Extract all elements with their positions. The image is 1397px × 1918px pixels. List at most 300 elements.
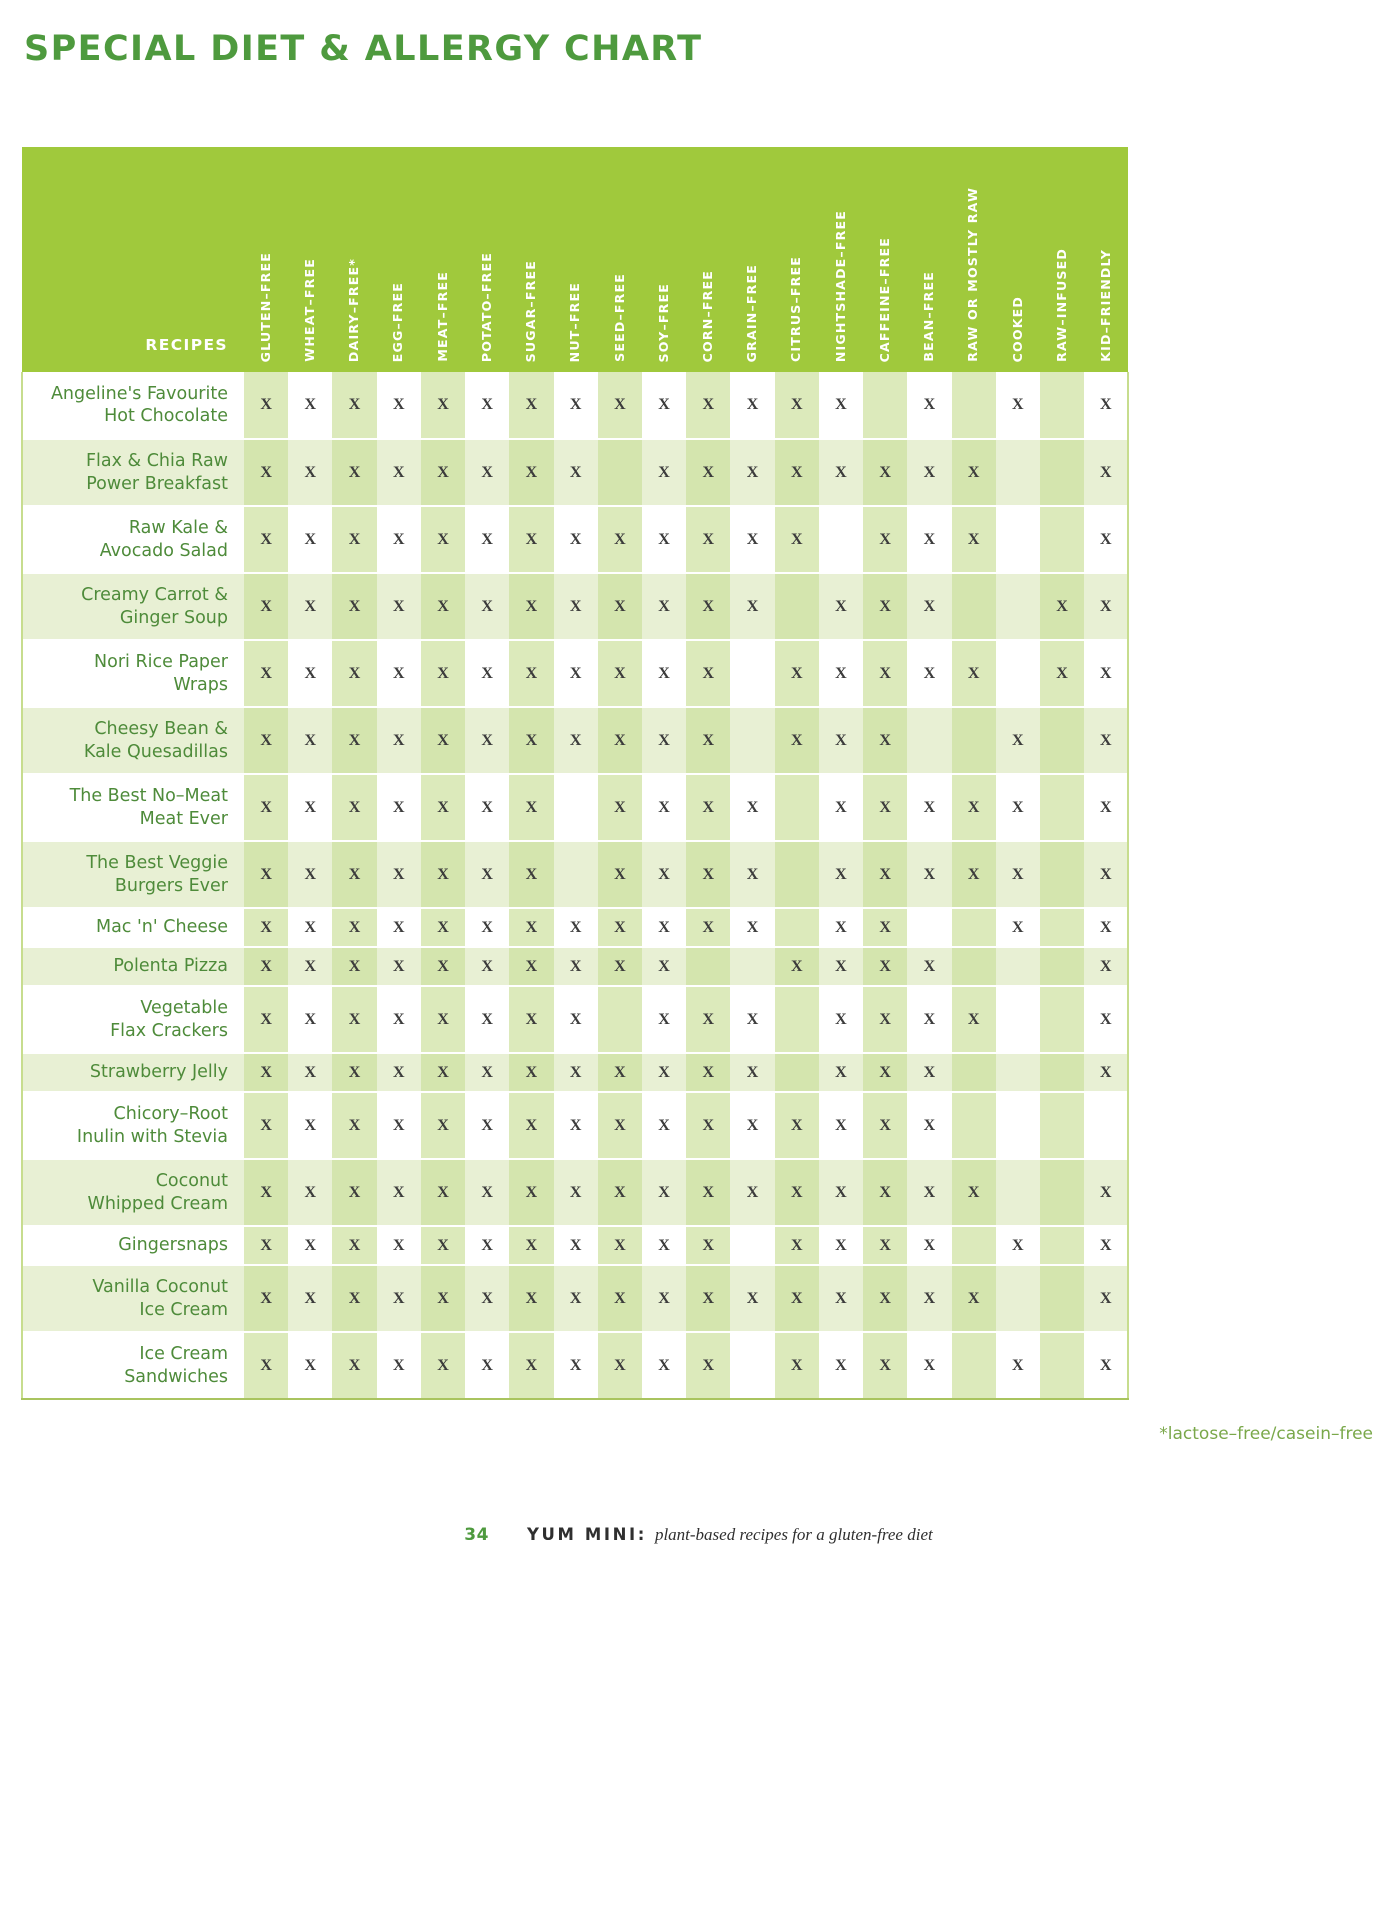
diet-mark-cell: X (377, 1226, 421, 1265)
diet-mark-cell (996, 1092, 1040, 1159)
diet-mark-cell: X (554, 1265, 598, 1332)
diet-mark-cell: X (686, 640, 730, 707)
diet-mark-cell: X (1084, 1053, 1128, 1092)
diet-mark-cell: X (509, 707, 553, 774)
diet-mark-cell (952, 1332, 996, 1399)
diet-mark-cell: X (819, 1092, 863, 1159)
diet-mark-cell: X (332, 1159, 376, 1226)
table-row (22, 947, 1128, 986)
column-header-citrus-free (775, 147, 819, 372)
diet-mark-cell: X (996, 372, 1040, 439)
diet-mark-cell: X (288, 707, 332, 774)
diet-mark-cell: X (509, 372, 553, 439)
diet-mark-cell: X (1084, 908, 1128, 947)
diet-mark-cell: X (421, 1053, 465, 1092)
diet-mark-cell: X (952, 1159, 996, 1226)
diet-mark-cell: X (819, 841, 863, 908)
diet-mark-cell: X (332, 372, 376, 439)
diet-mark-cell: X (465, 1092, 509, 1159)
diet-mark-cell: X (642, 573, 686, 640)
column-header-kid-friendly (1084, 147, 1128, 372)
diet-mark-cell: X (775, 439, 819, 506)
diet-mark-cell: X (907, 986, 951, 1053)
diet-mark-cell (952, 707, 996, 774)
diet-mark-cell: X (1084, 707, 1128, 774)
diet-mark-cell: X (775, 372, 819, 439)
diet-mark-cell: X (819, 1159, 863, 1226)
diet-mark-cell: X (554, 573, 598, 640)
diet-mark-cell: X (642, 1053, 686, 1092)
column-header-label: DAIRY–FREE* (346, 257, 362, 362)
diet-mark-cell: X (332, 774, 376, 841)
diet-mark-cell: X (996, 774, 1040, 841)
diet-mark-cell: X (730, 573, 774, 640)
diet-mark-cell: X (730, 908, 774, 947)
column-header-caffeine-free (863, 147, 907, 372)
diet-mark-cell: X (686, 986, 730, 1053)
diet-mark-cell: X (730, 986, 774, 1053)
diet-mark-cell: X (642, 908, 686, 947)
diet-mark-cell (598, 439, 642, 506)
diet-mark-cell: X (244, 1159, 288, 1226)
diet-mark-cell (554, 774, 598, 841)
column-header-label: COOKED (1009, 295, 1025, 362)
diet-mark-cell (1040, 1332, 1084, 1399)
diet-mark-cell: X (421, 947, 465, 986)
diet-mark-cell: X (465, 908, 509, 947)
table-row (22, 439, 1128, 506)
diet-mark-cell: X (332, 640, 376, 707)
diet-mark-cell: X (907, 1159, 951, 1226)
diet-mark-cell (952, 372, 996, 439)
diet-mark-cell: X (509, 439, 553, 506)
diet-mark-cell (686, 947, 730, 986)
diet-mark-cell: X (465, 1226, 509, 1265)
diet-mark-cell: X (642, 986, 686, 1053)
table-row (22, 707, 1128, 774)
diet-mark-cell: X (332, 707, 376, 774)
diet-mark-cell: X (952, 506, 996, 573)
diet-mark-cell: X (1040, 640, 1084, 707)
recipe-name-cell: Strawberry Jelly (22, 1053, 244, 1092)
diet-mark-cell: X (819, 1265, 863, 1332)
diet-mark-cell: X (907, 947, 951, 986)
diet-mark-cell: X (819, 1226, 863, 1265)
diet-mark-cell: X (598, 1265, 642, 1332)
diet-mark-cell (952, 947, 996, 986)
diet-mark-cell: X (421, 372, 465, 439)
diet-mark-cell (996, 947, 1040, 986)
diet-mark-cell: X (952, 841, 996, 908)
diet-mark-cell (952, 1226, 996, 1265)
footnote: *lactose–free/casein–free (1159, 1424, 1373, 1444)
column-header-sugar-free (509, 147, 553, 372)
diet-mark-cell: X (996, 1226, 1040, 1265)
diet-mark-cell (907, 908, 951, 947)
diet-mark-cell (730, 1332, 774, 1399)
column-header-egg-free (377, 147, 421, 372)
diet-mark-cell: X (907, 1265, 951, 1332)
diet-mark-cell: X (907, 841, 951, 908)
diet-mark-cell: X (775, 947, 819, 986)
diet-mark-cell (996, 986, 1040, 1053)
diet-mark-cell: X (642, 774, 686, 841)
diet-mark-cell: X (509, 1226, 553, 1265)
diet-mark-cell: X (642, 1332, 686, 1399)
diet-mark-cell (730, 947, 774, 986)
table-header (22, 147, 1128, 372)
diet-mark-cell: X (996, 1332, 1040, 1399)
diet-mark-cell: X (332, 1332, 376, 1399)
diet-mark-cell: X (244, 908, 288, 947)
diet-mark-cell (730, 640, 774, 707)
diet-mark-cell: X (509, 908, 553, 947)
diet-mark-cell: X (863, 986, 907, 1053)
table-row (22, 1332, 1128, 1399)
diet-mark-cell: X (642, 1159, 686, 1226)
diet-mark-cell (996, 506, 1040, 573)
diet-mark-cell: X (377, 707, 421, 774)
diet-mark-cell: X (730, 506, 774, 573)
table-row (22, 372, 1128, 439)
recipe-name-cell: Vegetable Flax Crackers (22, 986, 244, 1053)
diet-mark-cell: X (642, 1092, 686, 1159)
diet-mark-cell: X (421, 707, 465, 774)
diet-mark-cell: X (244, 1226, 288, 1265)
diet-mark-cell: X (775, 1265, 819, 1332)
diet-mark-cell: X (907, 372, 951, 439)
column-header-dairy-free (332, 147, 376, 372)
diet-mark-cell: X (244, 372, 288, 439)
diet-mark-cell: X (554, 439, 598, 506)
diet-mark-cell: X (686, 1159, 730, 1226)
diet-mark-cell: X (686, 506, 730, 573)
diet-mark-cell: X (377, 774, 421, 841)
header-row (22, 147, 1128, 372)
diet-mark-cell (1040, 841, 1084, 908)
diet-mark-cell: X (1084, 1332, 1128, 1399)
table-row (22, 1226, 1128, 1265)
diet-mark-cell (863, 372, 907, 439)
diet-mark-cell: X (509, 986, 553, 1053)
diet-mark-cell: X (1084, 506, 1128, 573)
diet-mark-cell: X (509, 640, 553, 707)
diet-mark-cell: X (288, 1332, 332, 1399)
diet-mark-cell: X (907, 640, 951, 707)
recipe-name-cell: Chicory–Root Inulin with Stevia (22, 1092, 244, 1159)
diet-mark-cell (996, 1053, 1040, 1092)
diet-mark-cell: X (819, 947, 863, 986)
diet-mark-cell: X (598, 1092, 642, 1159)
diet-mark-cell: X (598, 908, 642, 947)
column-header-label: SEED–FREE (611, 273, 627, 362)
diet-mark-cell: X (642, 707, 686, 774)
diet-mark-cell (1040, 947, 1084, 986)
diet-mark-cell (952, 908, 996, 947)
diet-mark-cell (775, 986, 819, 1053)
column-header-soy-free (642, 147, 686, 372)
diet-mark-cell: X (465, 986, 509, 1053)
diet-mark-cell: X (465, 439, 509, 506)
diet-mark-cell: X (996, 908, 1040, 947)
diet-mark-cell: X (996, 707, 1040, 774)
diet-mark-cell: X (465, 1265, 509, 1332)
diet-mark-cell: X (288, 1159, 332, 1226)
diet-mark-cell (775, 1053, 819, 1092)
diet-mark-cell: X (730, 1265, 774, 1332)
diet-mark-cell: X (421, 1332, 465, 1399)
diet-mark-cell (996, 640, 1040, 707)
diet-mark-cell: X (288, 774, 332, 841)
diet-mark-cell: X (686, 908, 730, 947)
diet-mark-cell: X (465, 573, 509, 640)
diet-mark-cell: X (509, 841, 553, 908)
column-header-label: NUT–FREE (567, 281, 583, 362)
diet-mark-cell: X (863, 506, 907, 573)
diet-mark-cell: X (730, 1053, 774, 1092)
table-row (22, 908, 1128, 947)
table-row (22, 841, 1128, 908)
special-diet-allergy-table (21, 147, 1129, 1400)
diet-mark-cell (952, 573, 996, 640)
diet-mark-cell: X (377, 1332, 421, 1399)
diet-mark-cell: X (730, 372, 774, 439)
diet-mark-cell: X (598, 1053, 642, 1092)
diet-mark-cell (996, 439, 1040, 506)
diet-mark-cell: X (686, 573, 730, 640)
diet-mark-cell: X (421, 774, 465, 841)
diet-mark-cell: X (244, 947, 288, 986)
diet-mark-cell: X (554, 1226, 598, 1265)
column-header-nightshade-free (819, 147, 863, 372)
recipe-name-cell: Angeline's Favourite Hot Chocolate (22, 372, 244, 439)
column-header-label: CORN–FREE (700, 269, 715, 362)
table-row (22, 986, 1128, 1053)
diet-mark-cell: X (244, 506, 288, 573)
diet-mark-cell (775, 573, 819, 640)
diet-mark-cell: X (775, 640, 819, 707)
diet-mark-cell (1040, 986, 1084, 1053)
diet-mark-cell: X (377, 986, 421, 1053)
diet-mark-cell: X (465, 1332, 509, 1399)
column-header-potato-free (465, 147, 509, 372)
column-header-label: BEAN–FREE (921, 271, 937, 362)
diet-mark-cell: X (421, 506, 465, 573)
page-number: 34 (464, 1525, 489, 1545)
diet-mark-cell: X (288, 947, 332, 986)
diet-mark-cell: X (598, 573, 642, 640)
diet-mark-cell: X (598, 506, 642, 573)
diet-mark-cell: X (598, 1332, 642, 1399)
diet-mark-cell: X (952, 640, 996, 707)
column-header-label: WHEAT–FREE (302, 258, 318, 362)
diet-mark-cell: X (598, 372, 642, 439)
diet-mark-cell: X (775, 707, 819, 774)
diet-mark-cell: X (465, 841, 509, 908)
diet-mark-cell: X (1084, 986, 1128, 1053)
column-header-label: SOY–FREE (655, 282, 671, 362)
diet-mark-cell (1040, 1265, 1084, 1332)
diet-mark-cell: X (642, 1226, 686, 1265)
diet-mark-cell (1040, 774, 1084, 841)
diet-mark-cell: X (421, 573, 465, 640)
diet-mark-cell: X (775, 1226, 819, 1265)
diet-mark-cell: X (952, 439, 996, 506)
diet-mark-cell: X (863, 1332, 907, 1399)
diet-mark-cell: X (332, 986, 376, 1053)
column-header-gluten-free (244, 147, 288, 372)
diet-mark-cell: X (863, 573, 907, 640)
diet-mark-cell: X (244, 707, 288, 774)
diet-mark-cell: X (642, 947, 686, 986)
diet-mark-cell: X (465, 506, 509, 573)
diet-mark-cell: X (730, 774, 774, 841)
table-row (22, 1053, 1128, 1092)
diet-mark-cell (1040, 1092, 1084, 1159)
diet-mark-cell: X (598, 841, 642, 908)
diet-mark-cell (775, 841, 819, 908)
diet-mark-cell: X (509, 506, 553, 573)
diet-mark-cell: X (377, 947, 421, 986)
diet-mark-cell: X (819, 908, 863, 947)
diet-mark-cell: X (730, 1092, 774, 1159)
diet-mark-cell: X (465, 372, 509, 439)
diet-mark-cell: X (377, 372, 421, 439)
diet-mark-cell: X (288, 841, 332, 908)
diet-mark-cell: X (819, 707, 863, 774)
diet-mark-cell: X (554, 640, 598, 707)
diet-mark-cell: X (863, 1226, 907, 1265)
diet-mark-cell: X (421, 1159, 465, 1226)
column-header-raw-infused (1040, 147, 1084, 372)
diet-mark-cell (952, 1053, 996, 1092)
diet-mark-cell: X (907, 1092, 951, 1159)
diet-mark-cell: X (332, 841, 376, 908)
diet-mark-cell: X (288, 439, 332, 506)
diet-mark-cell: X (509, 1053, 553, 1092)
diet-mark-cell: X (288, 986, 332, 1053)
recipe-name-cell: Mac 'n' Cheese (22, 908, 244, 947)
table-row (22, 506, 1128, 573)
diet-mark-cell: X (1084, 573, 1128, 640)
diet-mark-cell: X (421, 908, 465, 947)
diet-mark-cell: X (819, 372, 863, 439)
diet-mark-cell: X (509, 573, 553, 640)
diet-mark-cell: X (465, 640, 509, 707)
diet-mark-cell: X (288, 573, 332, 640)
diet-mark-cell: X (863, 908, 907, 947)
diet-mark-cell: X (288, 1053, 332, 1092)
diet-mark-cell: X (288, 908, 332, 947)
diet-mark-cell (1084, 1092, 1128, 1159)
diet-mark-cell: X (465, 1159, 509, 1226)
diet-mark-cell: X (686, 1092, 730, 1159)
recipe-name-cell: Polenta Pizza (22, 947, 244, 986)
diet-mark-cell: X (686, 1332, 730, 1399)
column-header-label: GRAIN–FREE (744, 263, 760, 362)
diet-mark-cell: X (1084, 1159, 1128, 1226)
diet-mark-cell: X (288, 1226, 332, 1265)
diet-mark-cell: X (730, 439, 774, 506)
diet-mark-cell: X (332, 573, 376, 640)
diet-mark-cell (1040, 372, 1084, 439)
diet-mark-cell: X (554, 1053, 598, 1092)
diet-mark-cell (952, 1092, 996, 1159)
diet-mark-cell: X (421, 640, 465, 707)
column-header-label: CAFFEINE–FREE (876, 236, 892, 362)
diet-mark-cell: X (863, 1053, 907, 1092)
diet-mark-cell: X (244, 439, 288, 506)
diet-mark-cell: X (288, 372, 332, 439)
diet-mark-cell: X (819, 439, 863, 506)
diet-mark-cell (996, 1265, 1040, 1332)
diet-mark-cell: X (465, 707, 509, 774)
diet-mark-cell: X (863, 1159, 907, 1226)
diet-mark-cell: X (863, 947, 907, 986)
diet-mark-cell: X (332, 947, 376, 986)
column-header-label: POTATO–FREE (478, 251, 494, 362)
diet-mark-cell: X (332, 1265, 376, 1332)
recipe-name-cell: The Best Veggie Burgers Ever (22, 841, 244, 908)
diet-mark-cell: X (907, 1226, 951, 1265)
diet-mark-cell: X (465, 774, 509, 841)
diet-mark-cell: X (509, 774, 553, 841)
diet-mark-cell: X (907, 573, 951, 640)
diet-mark-cell: X (554, 1332, 598, 1399)
diet-mark-cell: X (332, 1053, 376, 1092)
diet-mark-cell: X (244, 774, 288, 841)
diet-mark-cell: X (642, 506, 686, 573)
diet-mark-cell: X (598, 947, 642, 986)
diet-mark-cell: X (288, 640, 332, 707)
diet-mark-cell: X (332, 1092, 376, 1159)
diet-mark-cell: X (421, 986, 465, 1053)
diet-mark-cell: X (775, 1092, 819, 1159)
diet-mark-cell: X (244, 1332, 288, 1399)
diet-mark-cell (775, 774, 819, 841)
diet-mark-cell: X (775, 506, 819, 573)
diet-mark-cell: X (244, 640, 288, 707)
diet-mark-cell: X (244, 1092, 288, 1159)
diet-mark-cell: X (686, 1265, 730, 1332)
recipe-name-cell: Cheesy Bean & Kale Quesadillas (22, 707, 244, 774)
column-header-label: MEAT–FREE (434, 271, 450, 362)
diet-mark-cell: X (377, 640, 421, 707)
diet-mark-cell: X (554, 1159, 598, 1226)
diet-mark-cell: X (244, 1053, 288, 1092)
diet-mark-cell: X (1084, 947, 1128, 986)
diet-mark-cell: X (996, 841, 1040, 908)
recipe-name-cell: Raw Kale & Avocado Salad (22, 506, 244, 573)
recipe-name-cell: Ice Cream Sandwiches (22, 1332, 244, 1399)
diet-mark-cell: X (554, 986, 598, 1053)
diet-mark-cell: X (730, 841, 774, 908)
diet-mark-cell: X (775, 1159, 819, 1226)
diet-mark-cell: X (509, 1332, 553, 1399)
column-header-label: CITRUS–FREE (788, 256, 804, 362)
diet-mark-cell: X (686, 707, 730, 774)
diet-mark-cell (1040, 707, 1084, 774)
diet-mark-cell: X (907, 506, 951, 573)
recipe-name-cell: Flax & Chia Raw Power Breakfast (22, 439, 244, 506)
diet-mark-cell: X (642, 439, 686, 506)
column-header-label: NIGHTSHADE–FREE (832, 209, 848, 362)
diet-mark-cell: X (598, 774, 642, 841)
diet-mark-cell: X (554, 506, 598, 573)
diet-mark-cell: X (598, 1226, 642, 1265)
chart-container (21, 147, 1129, 1400)
diet-mark-cell: X (686, 841, 730, 908)
